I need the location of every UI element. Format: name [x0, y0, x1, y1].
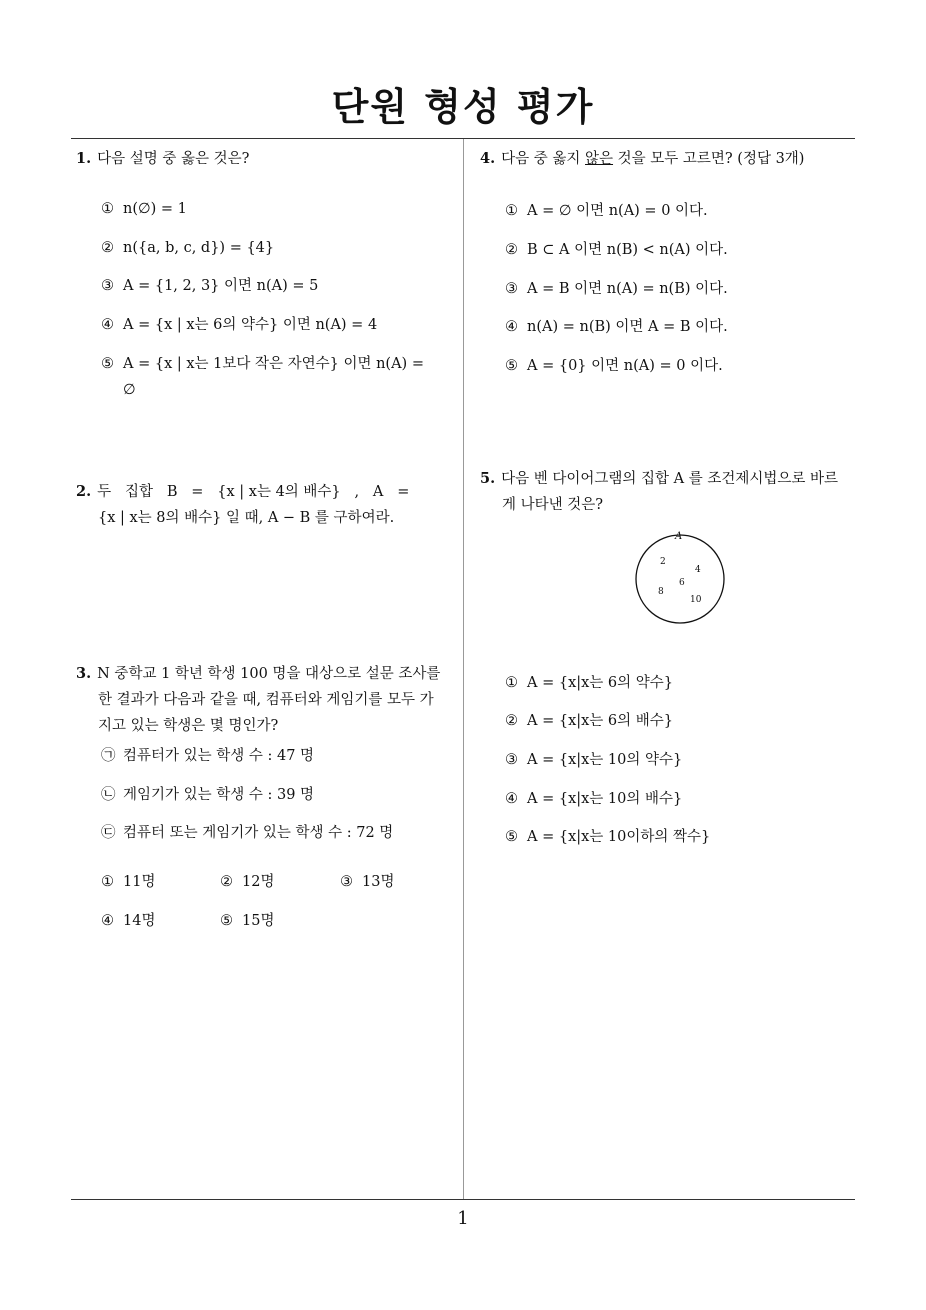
- choice-mark: ②: [505, 713, 518, 729]
- choice-text: A = {x | x는 6의 약수} 이면 n(A) = 4: [123, 317, 378, 333]
- choice-mark: ②: [505, 242, 518, 258]
- choice-text: n({a, b, c, d}) = {4}: [123, 240, 275, 256]
- question-number: 1.: [76, 150, 92, 167]
- choice-2[interactable]: [505, 708, 673, 734]
- question-stem-line-2: 한 결과가 다음과 같을 때, 컴퓨터와 게임기를 모두 가: [98, 692, 434, 708]
- choice-text: A = {x|x는 6의 약수}: [527, 675, 674, 691]
- choice-text: n(A) = n(B) 이면 A = B 이다.: [527, 319, 728, 335]
- choice-mark: ①: [101, 201, 114, 217]
- choice-5[interactable]: [505, 353, 723, 379]
- question-stem-line-2: {x | x는 8의 배수} 일 때, A − B 를 구하여라.: [98, 510, 395, 526]
- choice-mark: ②: [101, 240, 114, 256]
- question-number: 2.: [76, 483, 92, 500]
- question-stem: 다음 설명 중 옳은 것은?: [97, 151, 250, 167]
- choice-text: 14명: [123, 913, 156, 929]
- choice-mark: ③: [505, 281, 518, 297]
- question-number: 5.: [480, 470, 496, 487]
- page-number: 1: [457, 1208, 469, 1229]
- venn-diagram: [628, 526, 732, 630]
- venn-element: 6: [679, 578, 685, 588]
- choice-mark: ①: [505, 675, 518, 691]
- choice-mark: ①: [505, 203, 518, 219]
- question-stem-line-3: 지고 있는 학생은 몇 명인가?: [98, 718, 279, 734]
- choice-text: A = {x|x는 10의 배수}: [527, 791, 683, 807]
- question-number: 3.: [76, 665, 92, 682]
- question-stem-line-1: 다음 벤 다이어그램의 집합 A 를 조건제시법으로 바르: [501, 471, 839, 487]
- question-stem-line-2: 게 나타낸 것은?: [502, 497, 604, 513]
- condition-text: 컴퓨터 또는 게임기가 있는 학생 수 : 72 명: [123, 825, 394, 841]
- choice-text: A = {0} 이면 n(A) = 0 이다.: [527, 358, 723, 374]
- venn-element: 4: [695, 565, 701, 575]
- choice-mark: ⑤: [101, 356, 114, 372]
- choice-text: n(∅) = 1: [123, 201, 187, 217]
- choice-4[interactable]: [505, 314, 728, 340]
- choice-mark: ④: [101, 317, 114, 333]
- question-stem-line-1: N 중학교 1 학년 학생 100 명을 대상으로 설문 조사를: [97, 666, 441, 682]
- choice-text: A = {x | x는 1보다 작은 자연수} 이면 n(A) =: [123, 356, 424, 372]
- choice-4[interactable]: [505, 786, 682, 812]
- choice-text: 15명: [242, 913, 275, 929]
- choice-text: B ⊂ A 이면 n(B) < n(A) 이다.: [527, 242, 728, 258]
- choice-mark: ③: [340, 874, 353, 890]
- choice-mark: ③: [505, 752, 518, 768]
- choice-1[interactable]: [505, 198, 708, 224]
- choice-text: A = {x|x는 10의 약수}: [527, 752, 683, 768]
- choice-text: 13명: [362, 874, 395, 890]
- choice-text: A = ∅ 이면 n(A) = 0 이다.: [527, 203, 708, 219]
- venn-element: 8: [658, 587, 664, 597]
- choice-mark: ⑤: [505, 829, 518, 845]
- choice-text: A = {x|x는 10이하의 짝수}: [527, 829, 711, 845]
- choice-mark: ②: [220, 874, 233, 890]
- choice-2[interactable]: [505, 237, 728, 263]
- condition-mark: ㉢: [101, 825, 116, 841]
- choice-text: A = {1, 2, 3} 이면 n(A) = 5: [123, 278, 319, 294]
- question-number: 4.: [480, 150, 496, 167]
- venn-set-label: A: [675, 531, 683, 542]
- choice-mark: ⑤: [505, 358, 518, 374]
- question-stem-post: 것을 모두 고르면? (정답 3개): [613, 151, 805, 167]
- choice-mark: ③: [101, 278, 114, 294]
- choice-3[interactable]: [505, 276, 728, 302]
- choice-mark: ①: [101, 874, 114, 890]
- choice-mark: ④: [505, 791, 518, 807]
- choice-text: A = {x|x는 6의 배수}: [527, 713, 674, 729]
- choice-5[interactable]: [505, 824, 710, 850]
- choice-mark: ⑤: [220, 913, 233, 929]
- question-stem-pre: 다음 중 옳지: [501, 151, 586, 167]
- choice-text: 11명: [123, 874, 156, 890]
- question-stem-emphasis: 않은: [585, 151, 614, 167]
- choice-3[interactable]: [505, 747, 682, 773]
- venn-element: 2: [660, 557, 666, 567]
- choice-text: ∅: [123, 382, 136, 398]
- venn-element: 10: [690, 595, 702, 605]
- question-stem-line-1: 두 집합 B = {x | x는 4의 배수} , A =: [97, 484, 410, 500]
- question-4: [480, 146, 860, 172]
- condition-mark: ㉡: [101, 787, 116, 803]
- choice-text: A = B 이면 n(A) = n(B) 이다.: [527, 281, 728, 297]
- choice-text: 12명: [242, 874, 275, 890]
- choice-1[interactable]: [505, 670, 673, 696]
- choice-mark: ④: [505, 319, 518, 335]
- condition-text: 게임기가 있는 학생 수 : 39 명: [123, 787, 315, 803]
- condition-mark: ㉠: [101, 748, 116, 764]
- choice-mark: ④: [101, 913, 114, 929]
- page-title: 단원 형성 평가: [331, 85, 595, 129]
- question-5: [480, 466, 865, 518]
- condition-text: 컴퓨터가 있는 학생 수 : 47 명: [123, 748, 315, 764]
